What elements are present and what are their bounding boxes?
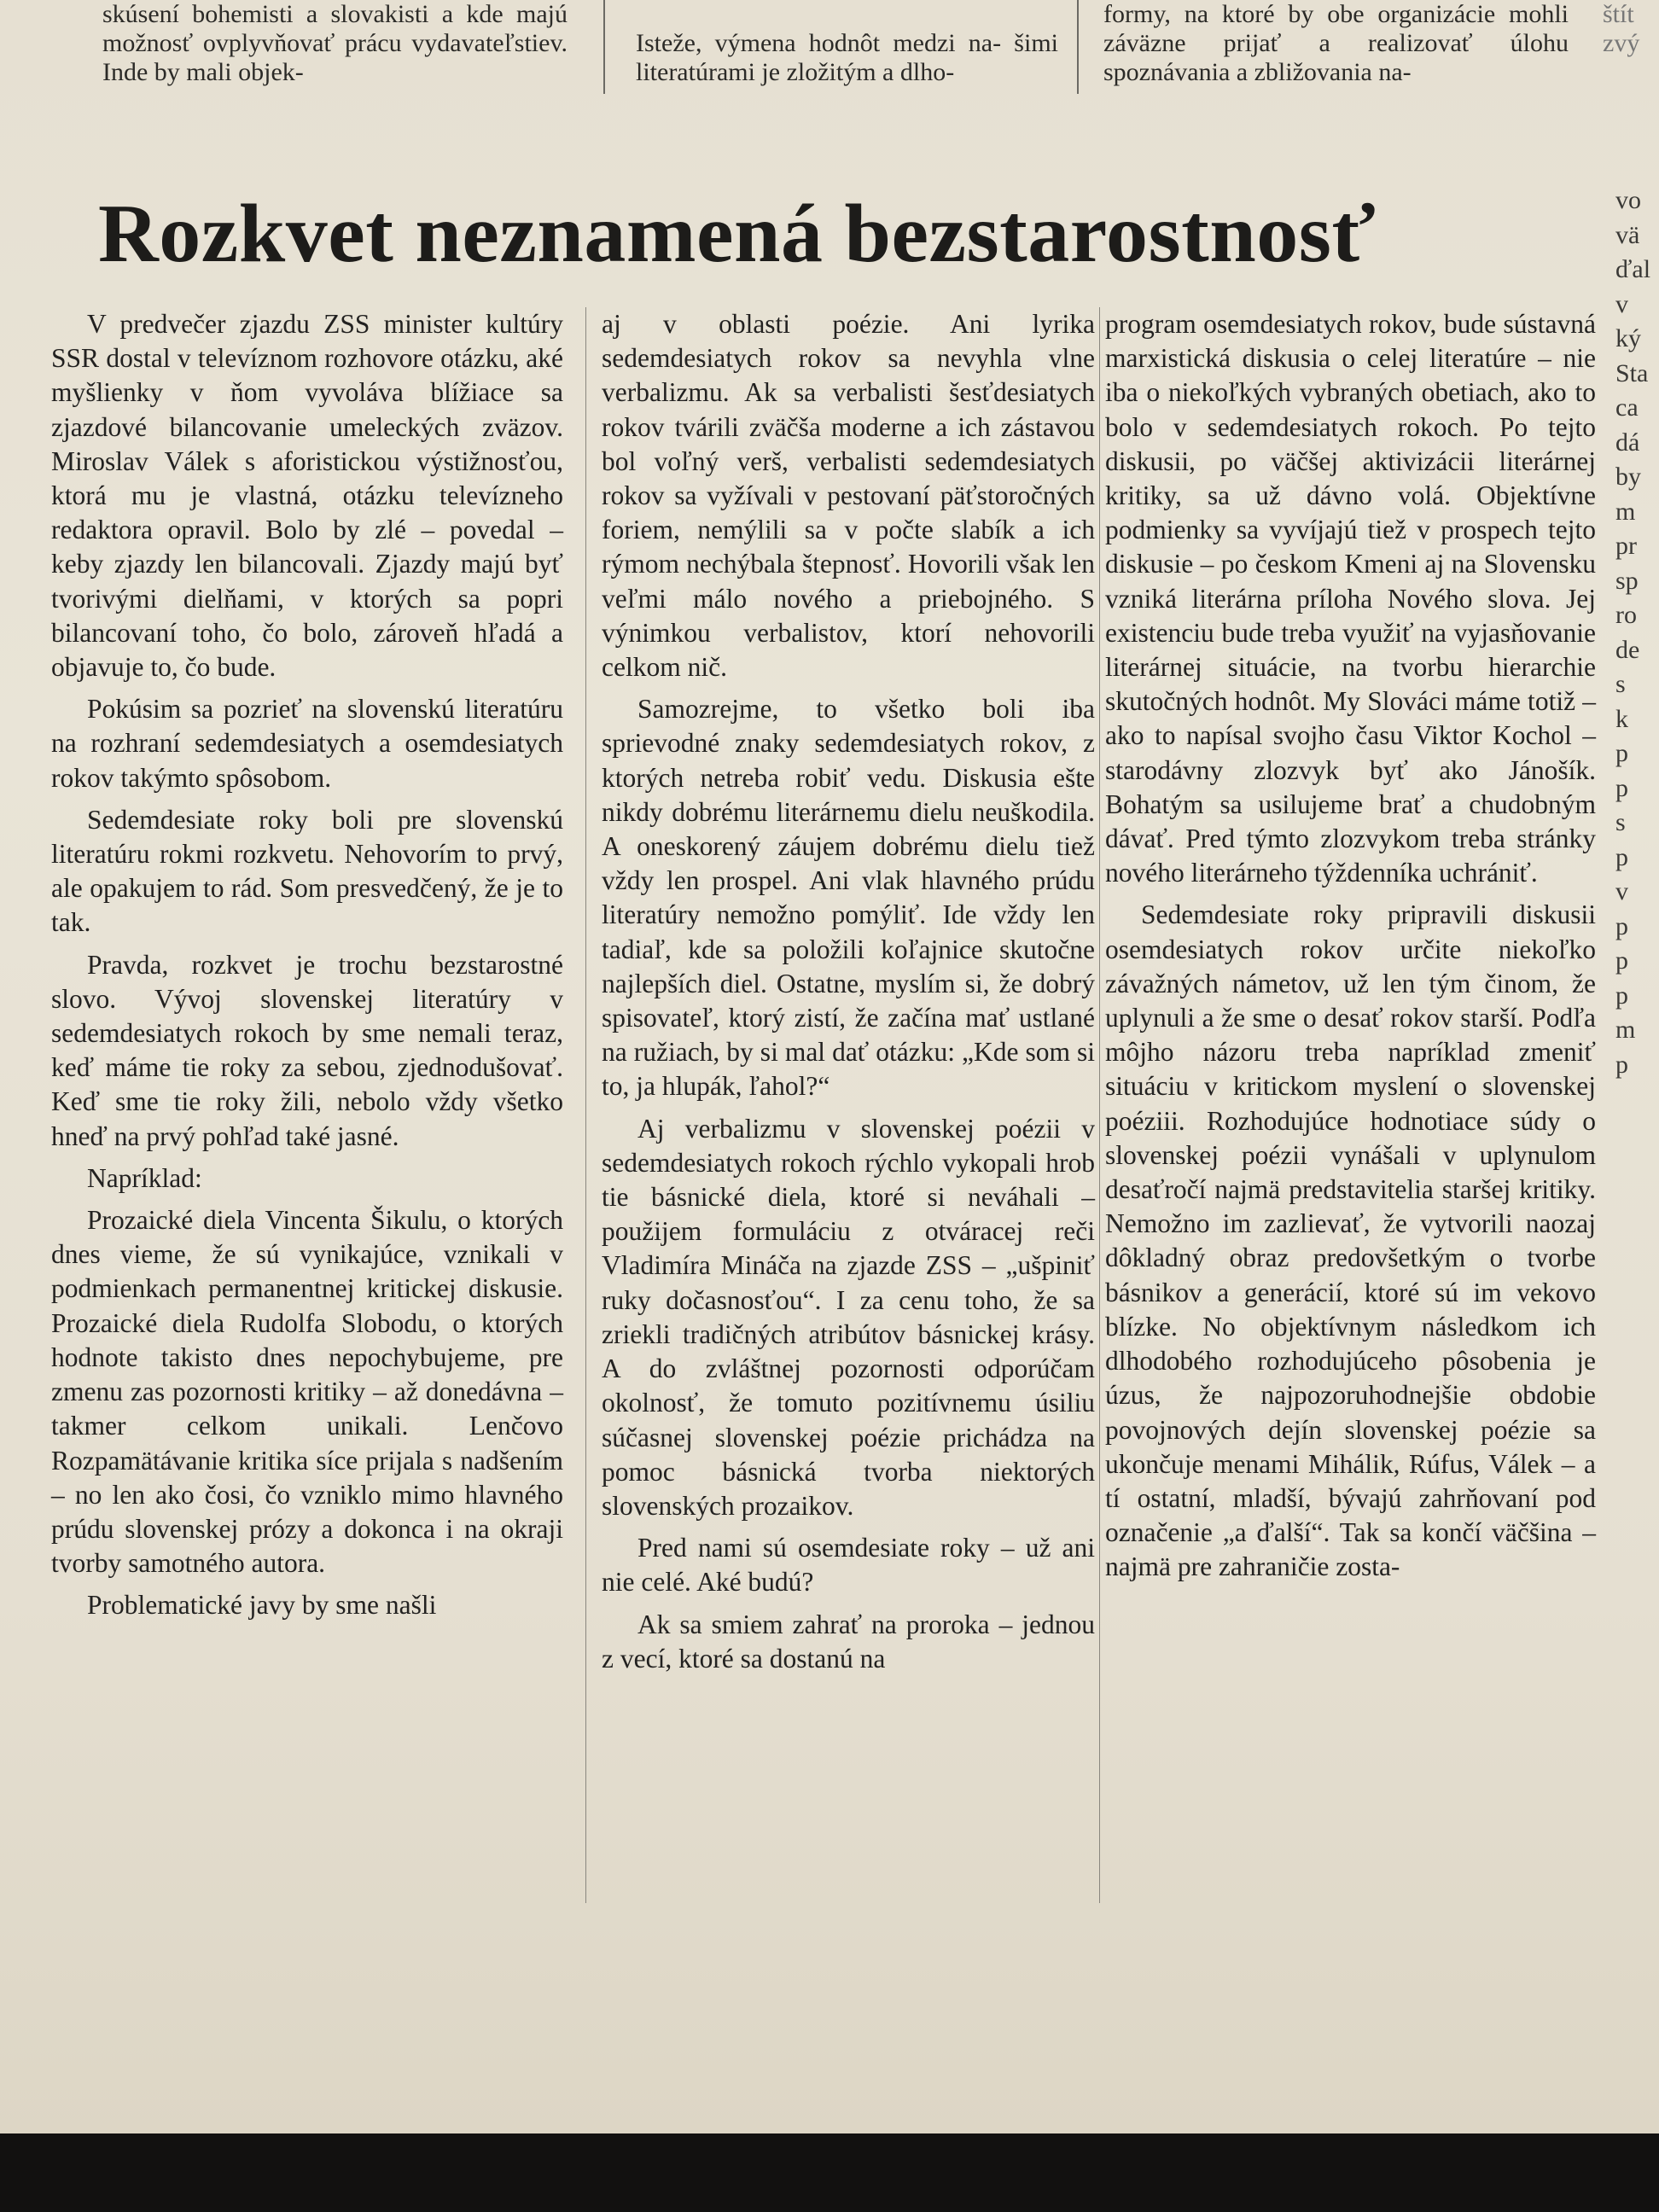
article-column-2 xyxy=(602,307,1095,1684)
adjacent-article-fragments xyxy=(1615,183,1659,1082)
column-rule xyxy=(603,0,605,94)
paragraph: Pred nami sú osemdesiate roky – už ani nie celé. Aké budú? xyxy=(602,1533,1095,1598)
paragraph: Prozaické diela Vincenta Šikulu, o ktorých dnes vieme, že sú vynikajúce, vznikali v podmienkach permanentnej kritickej diskusie. Prozaické diela Rudolfa Slobodu, o ktorých hodnote takisto dnes nepochybujeme, pre zmenu zas pozornosti kritiky – až donedávna – takmer celkom unikali. Lenčovo Rozpamätávanie kritika síce prijala s nadšením – no len ako čosi, čo vzniklo mimo hlavného prúdu slovenskej prózy a dokonca i na okraji tvorby samotného autora. xyxy=(51,1205,563,1579)
edge-fragment: vä xyxy=(1615,220,1640,249)
edge-fragment: m xyxy=(1615,1016,1636,1044)
previous-article-snippet-col4: štít zvý xyxy=(1603,0,1640,57)
edge-fragment: ca xyxy=(1615,393,1639,422)
paragraph: Problematické javy by sme našli xyxy=(87,1590,437,1621)
paragraph: Aj verbalizmu v slovenskej poézii v sedemdesiatych rokoch rýchlo vykopali hrob tie básnické diela, ktoré si neváhali – použijem formuláciu z otváracej reči Vladimíra Mináča na zjazde ZSS – „ušpiniť ruky dočasnosťou“. I za cenu toho, že sa zriekli tradičných atribútov básnickej krásy. A do zvláštnej pozornosti odporúčam okolnosť, že tomuto pozitívnemu úsiliu súčasnej slovenskej poézie prichádza na pomoc básnická tvorba niektorých slovenských prozaikov. xyxy=(602,1113,1095,1521)
edge-fragment: k xyxy=(1615,704,1628,733)
edge-fragment: ro xyxy=(1615,601,1637,629)
edge-fragment: dá xyxy=(1615,428,1640,457)
paragraph: Sedemdesiate roky boli pre slovenskú literatúru rokmi rozkvetu. Nehovorím to prvý, ale opakujem to rád. Som presvedčený, že je to tak. xyxy=(51,804,563,938)
edge-fragment: Sta xyxy=(1615,358,1649,387)
edge-fragment: p xyxy=(1615,911,1628,940)
paragraph: Napríklad: xyxy=(87,1162,202,1193)
article-column-3 xyxy=(1105,307,1596,1592)
edge-fragment: v xyxy=(1615,877,1628,905)
column-divider xyxy=(1099,307,1100,1903)
paragraph: Sedemdesiate roky pripravili diskusii osemdesiatych rokov určite niekoľko závažných námetov, už len tým činom, že uplynuli a že sme o desať rokov starší. Podľa môjho názoru treba napríklad zmeniť situáciu v kritickom myslení o slovenskej poéziii. Rozhodujúce hodnotiace súdy o slovenskej poézii vynášali v uplynulom desaťročí najmä predstavitelia staršej kritiky. Nemožno im zazlievať, že vytvorili naozaj dôkladný obraz predovšetkým o tvorbe básnikov a generácií, ktoré sú im vekovo blízke. No objektívnym následkom ich dlhodobého rozhodujúceho pôsobenia je úzus, že najpozoruhodnejšie obdobie povojnových dejín slovenskej poézie sa ukončuje menami Mihálik, Rúfus, Válek – a tí ostatní, mladší, bývajú zahrňovaní pod označenie „a ďalší“. Tak sa končí väčšina – najmä pre zahraničie zosta- xyxy=(1105,899,1596,1582)
edge-fragment: ký xyxy=(1615,324,1641,352)
edge-fragment: v xyxy=(1615,289,1628,318)
edge-fragment: vo xyxy=(1615,186,1641,214)
paragraph: V predvečer zjazdu ZSS minister kultúry SSR dostal v televíznom rozhovore otázku, aké myšlienky v ňom vyvoláva blížiace sa zjazdové bilancovanie umeleckých zväzov. Miroslav Válek s aforistickou výstižnosťou, ktorá mu je vlastná, otázku televízneho redaktora opravil. Bolo by zlé – povedal – keby zjazdy len bilancovali. Zjazdy majú byť tvorivými dielňami, v ktorých sa popri bilancovaní toho, čo bolo, zároveň hľadá a objavuje to, čo bude. xyxy=(51,309,563,683)
edge-fragment: s xyxy=(1615,808,1626,836)
dark-background-edge xyxy=(0,2133,1659,2212)
edge-fragment: p xyxy=(1615,842,1628,871)
paragraph: Pravda, rozkvet je trochu bezstarostné slovo. Vývoj slovenskej literatúry v sedemdesiatych rokoch by sme nemali teraz, keď máme tie roky za sebou, zjednodušovať. Keď sme tie roky žili, nebolo vždy všetko hneď na prvý pohľad také jasné. xyxy=(51,949,563,1151)
article-column-1 xyxy=(51,307,563,1631)
paragraph: aj v oblasti poézie. Ani lyrika sedemdesiatych rokov sa nevyhla vlne verbalizmu. Ak sa verbalisti šesťdesiatych rokov tvárili zväčša moderne a ich zástavou bol voľný verš, verbalisti sedemdesiatych rokov sa vyžívali v pestovaní päťstoročných foriem, nemýlili sa v počte slabík a ich rýmom nechýbala štepnosť. Hovorili však len veľmi málo nového a priebojného. S výnimkou verbalistov, ktorí nehovorili celkom nič. xyxy=(602,309,1095,683)
column-divider xyxy=(585,307,586,1903)
edge-fragment: p xyxy=(1615,946,1628,975)
previous-article-snippet-col3: formy, na ktoré by obe organizácie mohli záväzne prijať a realizovať úlohu spoznávania a zbližovania na- xyxy=(1103,0,1569,86)
previous-article-snippet-col2: Isteže, výmena hodnôt medzi na- šimi literatúrami je zložitým a dlho- xyxy=(636,29,1058,86)
paragraph: Pokúsim sa pozrieť na slovenskú literatúru na rozhraní sedemdesiatych a osemdesiatych rokov takýmto spôsobom. xyxy=(51,694,563,793)
edge-fragment: p xyxy=(1615,1050,1628,1079)
edge-fragment: p xyxy=(1615,739,1628,767)
edge-fragment: p xyxy=(1615,981,1628,1010)
article-headline: Rozkvet neznamená bezstarostnosť xyxy=(98,188,1377,280)
paragraph: program osemdesiatych rokov, bude sústavná marxistická diskusia o celej literatúre – nie iba o niekoľkých vybraných obetiach, ako to bolo v sedemdesiatych rokoch. Po tejto diskusii, po väčšej aktivizácii literárnej kritiky, sa už dávno volá. Objektívne podmienky sa vyvíjajú tiež v prospech tejto diskusie – po českom Kmeni aj na Slovensku vzniká literárna príloha Nového slova. Jej existenciu bude treba využiť na vyjasňovanie literárnej situácie, na tvorbu hierarchie skutočných hodnôt. My Slováci máme totiž – ako to napísal svojho času Viktor Kochol – starodávny zlozvyk byť ako Jánošík. Bohatým sa usilujeme brať a chudobným dávať. Pred týmto zlozvykom treba stránky nového literárneho týždenníka uchrániť. xyxy=(1105,309,1596,888)
column-rule xyxy=(1077,0,1079,94)
paragraph: Samozrejme, to všetko boli iba sprievodné znaky sedemdesiatych rokov, z ktorých netreba robiť vedu. Diskusia ešte nikdy dobrému literárnemu dielu neuškodila. A oneskorený záujem dobrému dielu tiež vždy len prospel. Ani vlak hlavného prúdu literatúry nemožno pomýliť. Ide vždy len tadiaľ, kde sa položili koľajnice skutočne najlepších diel. Ostatne, myslím si, že dobrý spisovateľ, ktorý zistí, že začína mať ustlané na ružiach, by si mal dať otázku: „Kde som si to, ja hlupák, ľahol?“ xyxy=(602,694,1095,1102)
edge-fragment: pr xyxy=(1615,532,1637,560)
edge-fragment: p xyxy=(1615,773,1628,802)
edge-fragment: sp xyxy=(1615,566,1639,595)
edge-fragment: by xyxy=(1615,463,1641,491)
edge-fragment: s xyxy=(1615,670,1626,698)
edge-fragment: m xyxy=(1615,497,1636,526)
paragraph: Ak sa smiem zahrať na proroka – jednou z vecí, ktoré sa dostanú na xyxy=(602,1609,1095,1674)
edge-fragment: de xyxy=(1615,635,1640,664)
edge-fragment: ďal xyxy=(1615,255,1651,283)
previous-article-snippet-col1: skúsení bohemisti a slovakisti a kde majú možnosť ovplyvňovať prácu vydavateľstiev. Inde by mali objek- xyxy=(102,0,568,86)
